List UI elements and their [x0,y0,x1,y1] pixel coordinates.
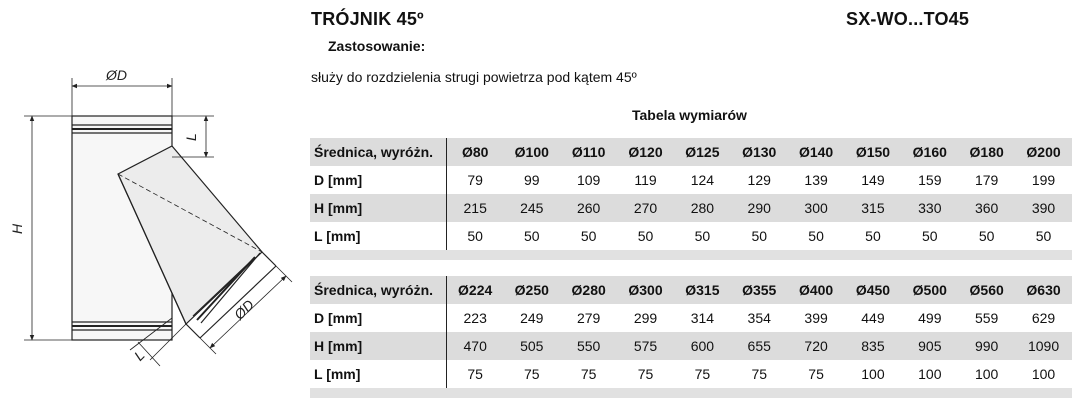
table-row [310,360,1072,388]
table-cell: 390 [1015,194,1072,222]
table-row [310,138,1072,166]
table-cell: 1090 [1015,332,1072,360]
table-cell: 499 [918,310,942,326]
diameter-label-branch: ØD [230,296,257,323]
table-cell: 575 [617,332,674,360]
table-cell: Ø80 [447,138,504,166]
table-cell: 100 [1031,366,1056,382]
table-cell: Ø300 [617,276,674,304]
table-cell: 50 [1035,228,1052,244]
table-cell: 100 [861,366,885,382]
table-cell: Ø160 [901,138,958,166]
table-cell: Ø400 [788,276,845,304]
diameter-label-top: ØD [106,67,127,83]
table-cell: 249 [520,310,544,326]
row-label: Średnica, wyróżn. [310,138,447,166]
table-cell: 245 [503,194,560,222]
table-cell: 119 [634,172,657,188]
table-row [310,194,1072,222]
row-label: H [mm] [310,194,447,222]
table-cell: 550 [560,332,617,360]
table-cell: 629 [1031,310,1056,326]
table-cell: 314 [690,310,715,326]
table-cell: Ø224 [447,276,504,304]
table-cell: Ø280 [560,276,617,304]
table-cell: 905 [901,332,958,360]
table-cell: Ø110 [560,138,617,166]
table-cell: 655 [731,332,788,360]
table-cell: Ø250 [503,276,560,304]
table-row [310,222,1072,250]
table-cell: 149 [861,172,885,188]
table-cell: 100 [918,366,942,382]
row-label: D [mm] [310,304,447,332]
table-cell: Ø180 [958,138,1015,166]
tee-45-technical-drawing [0,0,300,410]
length-label-bottom: L [130,346,148,364]
table-cell: Ø120 [617,138,674,166]
table-cell: Ø500 [901,276,958,304]
table-row [310,332,1072,360]
table-cell: 449 [861,310,885,326]
table-cell: 50 [524,228,540,244]
table-cell: 75 [694,366,711,382]
table-cell: 139 [804,172,828,188]
table-cell: 75 [524,366,540,382]
table-cell: 315 [845,194,902,222]
application-label: Zastosowanie: [328,38,426,54]
row-label: L [mm] [310,222,447,250]
dimensions-table-1 [310,138,1072,260]
table-cell: 559 [974,310,999,326]
table-cell: 79 [467,172,483,188]
table-cell: 299 [633,310,658,326]
product-code: SX-WO...TO45 [846,9,970,29]
table-cell: 470 [447,332,504,360]
table-row-separator [310,250,1072,260]
table-cell: Ø630 [1015,276,1072,304]
table-cell: 179 [974,172,999,188]
table-cell: 50 [694,228,711,244]
height-label: H [9,223,25,234]
row-label: D [mm] [310,166,447,194]
table-cell: Ø125 [674,138,731,166]
table-row [310,276,1072,304]
table-cell: 75 [808,366,824,382]
table-cell: Ø140 [788,138,845,166]
table-cell: 505 [503,332,560,360]
row-label: H [mm] [310,332,447,360]
length-label-top: L [183,133,199,141]
row-label: L [mm] [310,360,447,388]
table-cell: 270 [617,194,674,222]
table-cell: 50 [808,228,824,244]
dimensions-table-2 [310,276,1072,398]
table-title: Tabela wymiarów [632,107,747,123]
table-cell: 75 [751,366,768,382]
table-cell: 360 [958,194,1015,222]
table-cell: 159 [918,172,942,188]
table-cell: 354 [747,310,771,326]
table-cell: 124 [690,172,715,188]
table-cell: 215 [447,194,504,222]
table-cell: 75 [467,366,483,382]
table-cell: 50 [751,228,768,244]
row-label: Średnica, wyróżn. [310,276,447,304]
table-cell: 280 [674,194,731,222]
table-cell: 50 [637,228,654,244]
table-cell: 199 [1031,172,1056,188]
table-cell: Ø130 [731,138,788,166]
table-cell: Ø560 [958,276,1015,304]
table-cell: 50 [865,228,881,244]
table-cell: 223 [463,310,487,326]
table-cell: 100 [974,366,999,382]
table-cell: 109 [576,172,601,188]
table-cell: 129 [747,172,771,188]
table-cell: 300 [788,194,845,222]
table-cell: Ø355 [731,276,788,304]
table-cell: 50 [467,228,483,244]
table-cell: 990 [958,332,1015,360]
application-text: służy do rozdzielenia strugi powietrza pod kątem 45º [311,69,637,85]
table-cell: Ø150 [845,138,902,166]
table-cell: 290 [731,194,788,222]
table-cell: 99 [524,172,540,188]
product-title: TRÓJNIK 45º [311,9,424,29]
table-cell: 720 [788,332,845,360]
table-cell: 600 [674,332,731,360]
table-cell: Ø450 [845,276,902,304]
table-cell: 75 [637,366,654,382]
table-cell: 330 [901,194,958,222]
table-row [310,304,1072,332]
table-cell: Ø200 [1015,138,1072,166]
table-cell: 399 [804,310,828,326]
table-cell: 835 [845,332,902,360]
table-cell: Ø315 [674,276,731,304]
table-cell: 75 [580,366,597,382]
table-row-separator [310,388,1072,398]
table-cell: 50 [580,228,597,244]
table-cell: 279 [576,310,601,326]
table-cell: 50 [922,228,938,244]
table-cell: Ø100 [503,138,560,166]
table-row [310,166,1072,194]
table-cell: 50 [978,228,995,244]
table-cell: 260 [560,194,617,222]
